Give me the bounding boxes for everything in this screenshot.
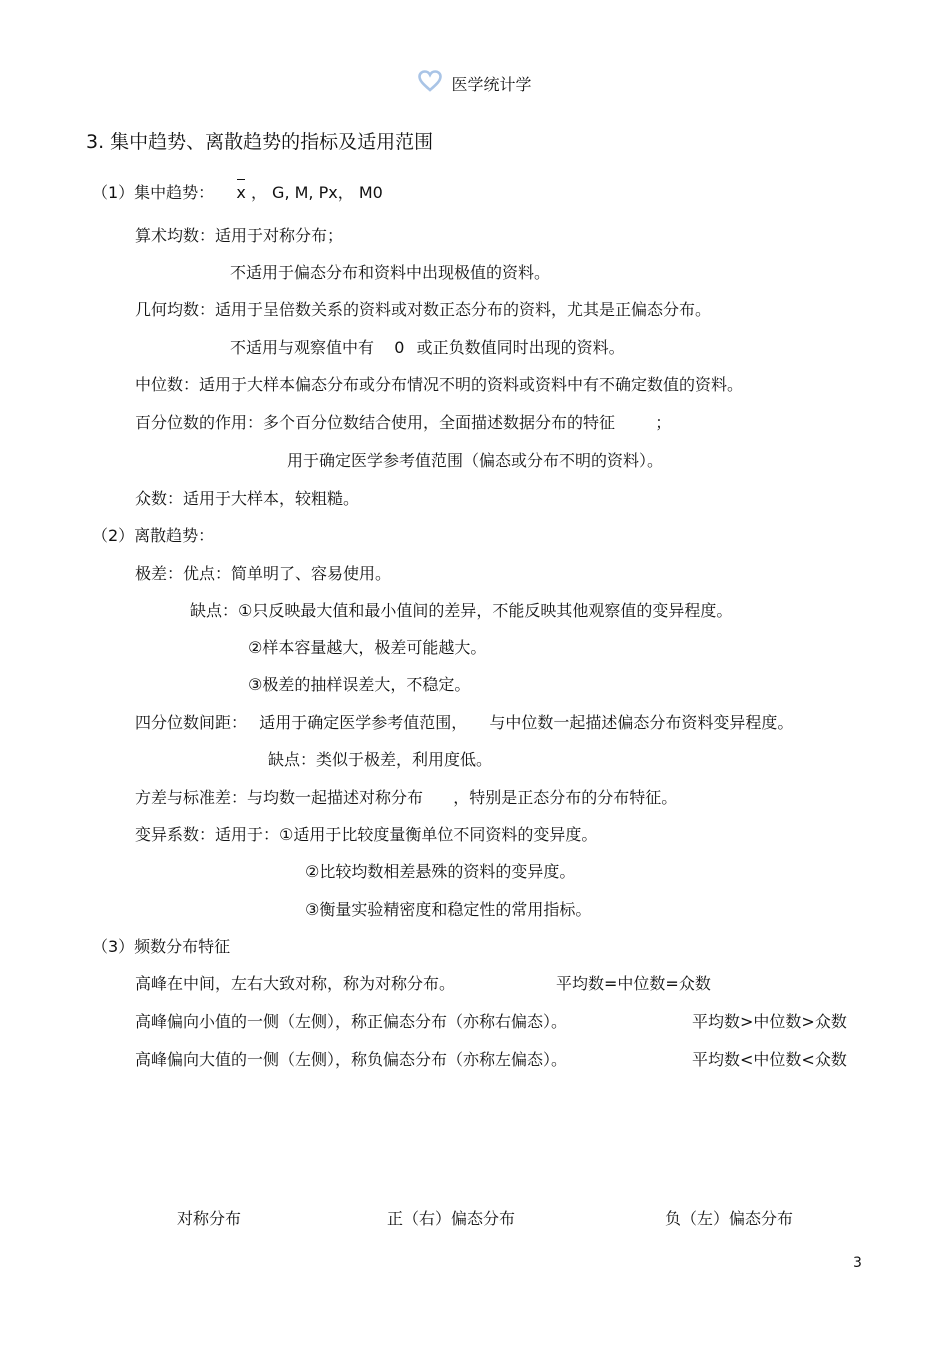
dispersion-heading: （2）离散趋势： — [92, 526, 215, 545]
geometric-limit-zero: 0 — [394, 338, 405, 357]
cv-use-1: ①适用于比较度量衡单位不同资料的变异度。 — [279, 825, 598, 844]
arithmetic-mean-line — [135, 224, 343, 248]
range-disadvantage-3: ③极差的抽样误差大，不稳定。 — [248, 675, 471, 694]
percentile-line — [135, 411, 671, 435]
page-header — [0, 70, 950, 100]
mean-symbol: x — [236, 181, 245, 205]
iqr-line — [135, 711, 793, 735]
frequency-row-relation: 平均数<中位数<众数 — [692, 1050, 847, 1069]
iqr-disadvantage: 缺点：类似于极差，利用度低。 — [268, 750, 493, 769]
frequency-row-relation: 平均数>中位数>众数 — [692, 1012, 847, 1031]
page-number: 3 — [853, 1255, 862, 1271]
caption-positive-skew: 正（右）偏态分布 — [387, 1209, 516, 1228]
frequency-row-desc: 高峰偏向小值的一侧（左侧），称正偏态分布（亦称右偏态）。 — [135, 1012, 568, 1031]
range-disadvantage-2: ②样本容量越大，极差可能越大。 — [248, 638, 487, 657]
mode-symbol: M0 — [358, 183, 383, 202]
percentile-use-1-end: ； — [655, 413, 672, 432]
variance-line — [135, 786, 677, 810]
range-line — [135, 562, 391, 586]
mode-line: 众数：适用于大样本，较粗糙。 — [135, 489, 360, 508]
header-title: 医学统计学 — [451, 75, 532, 94]
percentile-use-2: 用于确定医学参考值范围（偏态或分布不明的资料）。 — [287, 451, 664, 470]
percentile-label: 百分位数的作用： — [135, 413, 264, 432]
central-heading-text: （1）集中趋势： — [92, 183, 215, 202]
percentile-use-1: 多个百分位数结合使用，全面描述数据分布的特征 — [263, 413, 616, 432]
iqr-label: 四分位数间距： — [135, 713, 248, 732]
geometric-mean-limit — [230, 336, 625, 360]
arithmetic-mean-limit: 不适用于偏态分布和资料中出现极值的资料。 — [230, 263, 551, 282]
heart-icon — [418, 70, 442, 100]
range-disadvantage-1 — [190, 599, 732, 623]
geometric-limit-part1: 不适用与观察值中有 — [230, 338, 375, 357]
arithmetic-mean-use: 适用于对称分布； — [215, 226, 344, 245]
geometric-mean-label: 几何均数： — [135, 300, 216, 319]
frequency-row-relation: 平均数=中位数=众数 — [556, 974, 711, 993]
symbol-separator: ， — [250, 183, 267, 202]
variance-text-2: ，特别是正态分布的分布特征。 — [453, 788, 678, 807]
cv-use-2: ②比较均数相差悬殊的资料的变异度。 — [305, 862, 576, 881]
cv-label: 变异系数：适用于： — [135, 825, 280, 844]
central-tendency-heading — [92, 181, 383, 205]
frequency-heading: （3）频数分布特征 — [92, 937, 231, 956]
arithmetic-mean-label: 算术均数： — [135, 226, 216, 245]
variance-text-1: 方差与标准差：与均数一起描述对称分布 — [135, 788, 424, 807]
geometric-mean-line — [135, 298, 711, 322]
range-label: 极差： — [135, 564, 184, 583]
geometric-mean-symbol: G, — [272, 183, 290, 202]
geometric-mean-use: 适用于呈倍数关系的资料或对数正态分布的资料，尤其是正偏态分布。 — [215, 300, 712, 319]
caption-symmetric: 对称分布 — [177, 1209, 242, 1228]
geometric-limit-part2: 或正负数值同时出现的资料。 — [416, 338, 625, 357]
range-advantage: 优点：简单明了、容易使用。 — [183, 564, 392, 583]
range-disadvantage-text-1: ①只反映最大值和最小值间的差异，不能反映其他观察值的变异程度。 — [238, 601, 733, 620]
cv-use-3: ③衡量实验精密度和稳定性的常用指标。 — [305, 900, 592, 919]
cv-line — [135, 823, 597, 847]
frequency-row-desc: 高峰在中间，左右大致对称，称为对称分布。 — [135, 974, 456, 993]
iqr-use-2: 与中位数一起描述偏态分布资料变异程度。 — [489, 713, 794, 732]
caption-negative-skew: 负（左）偏态分布 — [665, 1209, 794, 1228]
iqr-use-1: 适用于确定医学参考值范围， — [259, 713, 468, 732]
percentile-symbol: Px， — [318, 183, 354, 202]
frequency-row-desc: 高峰偏向大值的一侧（左侧），称负偏态分布（亦称左偏态）。 — [135, 1050, 568, 1069]
range-disadvantage-label: 缺点： — [190, 601, 239, 620]
section-title: 3. 集中趋势、离散趋势的指标及适用范围 — [86, 131, 434, 153]
median-symbol: M, — [294, 183, 314, 202]
median-line: 中位数：适用于大样本偏态分布或分布情况不明的资料或资料中有不确定数值的资料。 — [135, 375, 744, 394]
